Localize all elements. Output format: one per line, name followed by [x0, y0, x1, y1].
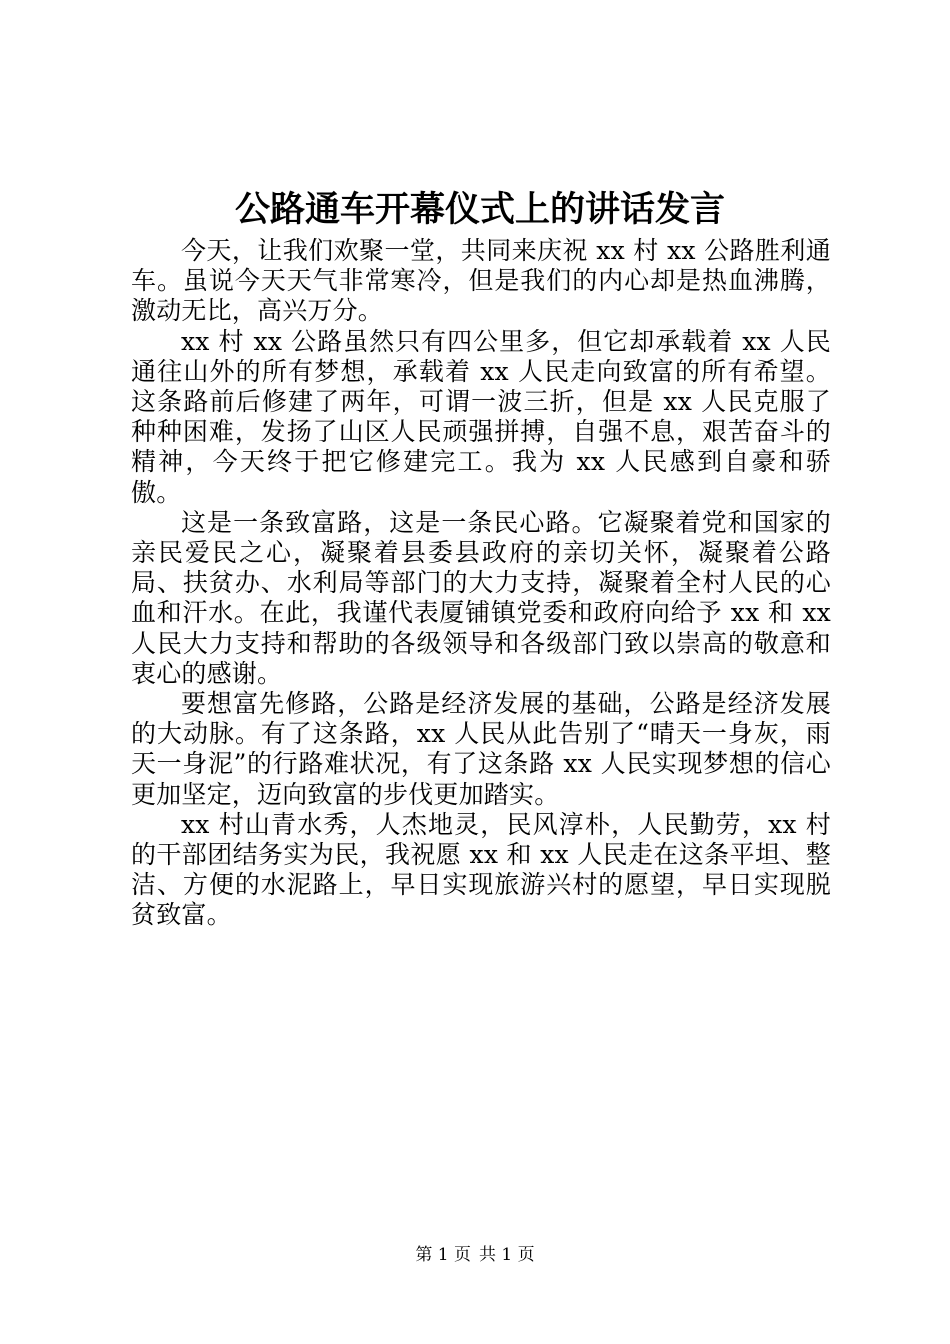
paragraph-3: 这是一条致富路，这是一条民心路。它凝聚着党和国家的亲民爱民之心，凝聚着县委县政府的亲切关怀，凝聚着公路局、扶贫办、水利局等部门的大力支持，凝聚着全村人民的心血和汗水。在此，我谨代表厦铺镇党委和政府向给予 xx 和 xx 人民大力支持和帮助的各级领导和各级部门致以崇高的敬意和衷心的感谢。: [131, 507, 831, 688]
document-body: [131, 236, 831, 931]
paragraph-2: xx 村 xx 公路虽然只有四公里多，但它却承载着 xx 人民通往山外的所有梦想，承载着 xx 人民走向致富的所有希望。这条路前后修建了两年，可谓一波三折，但是 xx 人民克服了种种困难，发扬了山区人民顽强拼搏，自强不息，艰苦奋斗的精神，今天终于把它修建完工。我为 xx 人民感到自豪和骄傲。: [131, 326, 831, 507]
paragraph-4: 要想富先修路，公路是经济发展的基础，公路是经济发展的大动脉。有了这条路，xx 人民从此告别了“晴天一身灰，雨天一身泥”的行路难状况，有了这条路 xx 人民实现梦想的信心更加坚定，迈向致富的步伐更加踏实。: [131, 689, 831, 809]
page-footer: [0, 1244, 950, 1266]
page-total: 共 1 页: [479, 1245, 535, 1265]
paragraph-1: 今天，让我们欢聚一堂，共同来庆祝 xx 村 xx 公路胜利通车。虽说今天天气非常寒冷，但是我们的内心却是热血沸腾，激动无比，高兴万分。: [131, 236, 831, 326]
page-number: 第 1 页: [415, 1245, 471, 1265]
paragraph-5: xx 村山青水秀，人杰地灵，民风淳朴，人民勤劳，xx 村的干部团结务实为民，我祝愿 xx 和 xx 人民走在这条平坦、整洁、方便的水泥路上，早日实现旅游兴村的愿望，早日实现脱贫致富。: [131, 809, 831, 930]
document-title: 公路通车开幕仪式上的讲话发言: [234, 189, 725, 230]
